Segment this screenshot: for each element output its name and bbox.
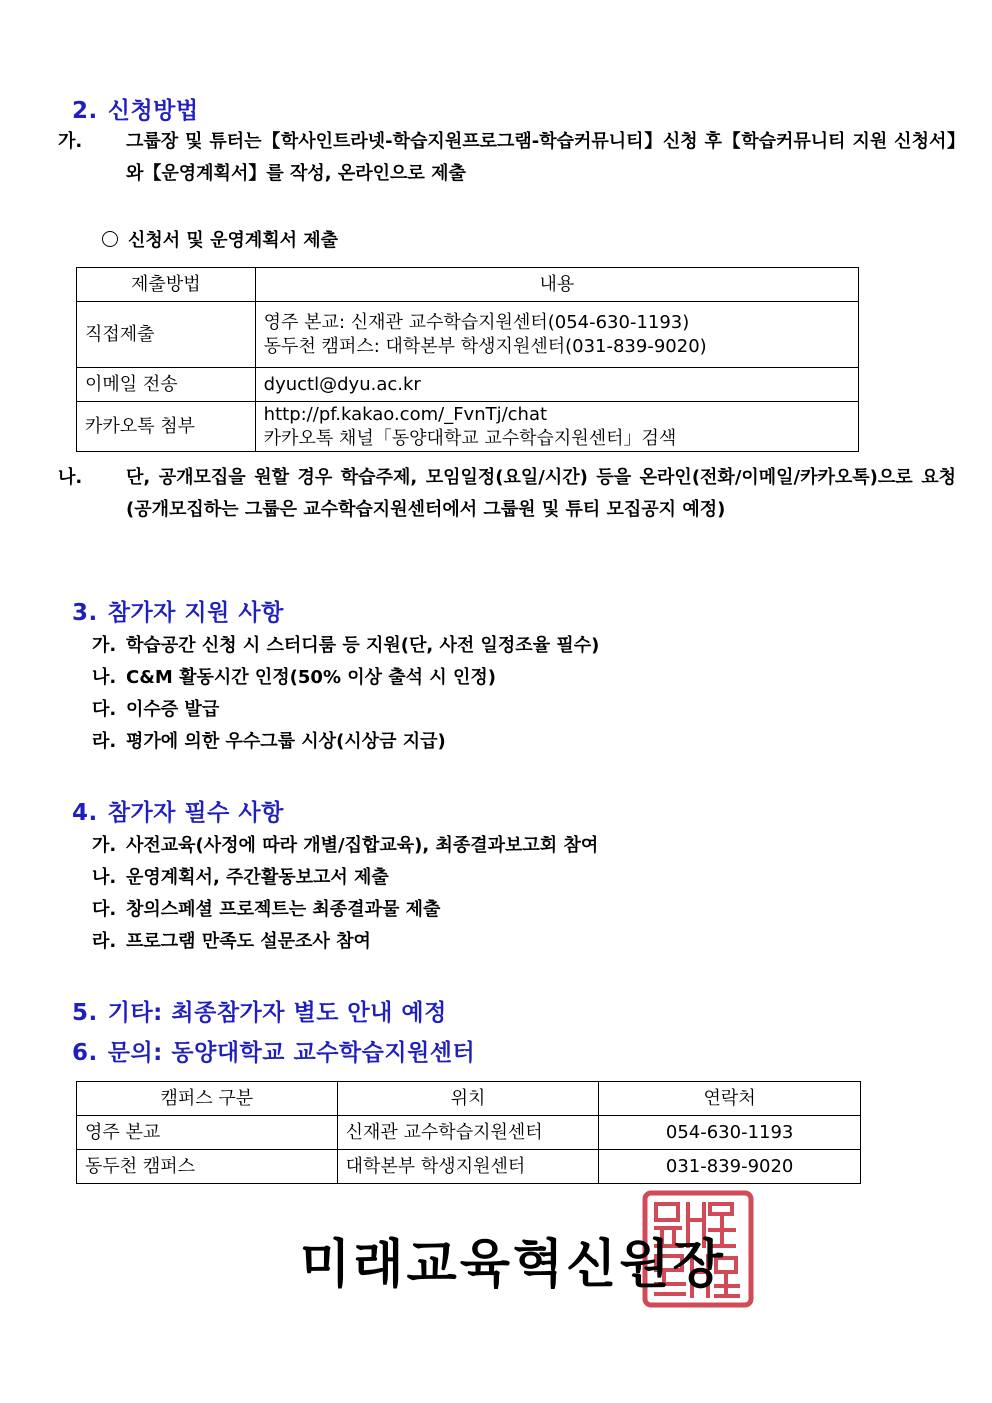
table-row — [77, 402, 859, 452]
item-text: 단, 공개모집을 원할 경우 학습주제, 모임일정(요일/시간) 등을 온라인(전화/이메일/카카오톡)으로 요청 (공개모집하는 그룹은 교수학습지원센터에서 그룹원 및 튜티 모집공지 예정) — [126, 467, 956, 520]
item-marker: 다. — [92, 699, 117, 720]
content-line: 영주 본교: 신재관 교수학습지원센터(054-630-1193) — [263, 311, 690, 333]
content-line: 카카오톡 채널「동양대학교 교수학습지원센터」검색 — [263, 427, 677, 449]
section-4-item — [92, 862, 922, 894]
method-cell: 직접제출 — [77, 302, 256, 368]
header-cell-phone: 연락처 — [599, 1082, 861, 1116]
location-cell: 대학본부 학생지원센터 — [337, 1150, 599, 1184]
section-2-item-na — [58, 462, 956, 526]
table-header-row — [77, 268, 859, 302]
item-text: 사전교육(사정에 따라 개별/집합교육), 최종결과보고회 참여 — [126, 835, 599, 856]
section-number: 2. — [72, 98, 98, 124]
item-marker: 라. — [92, 931, 117, 952]
item-text: 학습공간 신청 시 스터디룸 등 지원(단, 사전 일정조율 필수) — [126, 635, 600, 656]
section-number: 3. — [72, 600, 98, 626]
subheading-text: 신청서 및 운영계획서 제출 — [128, 230, 339, 251]
section-4-heading — [72, 794, 284, 827]
section-3-heading — [72, 594, 284, 627]
item-text: 창의스페셜 프로젝트는 최종결과물 제출 — [126, 899, 441, 920]
method-cell: 이메일 전송 — [77, 368, 256, 402]
item-text: C&M 활동시간 인정(50% 이상 출석 시 인정) — [126, 667, 496, 688]
table-row — [77, 1116, 861, 1150]
header-cell-method: 제출방법 — [77, 268, 256, 302]
section-3-item — [92, 694, 922, 726]
section-6-heading — [72, 1034, 475, 1067]
signature-title: 미래교육혁신원장 — [300, 1235, 726, 1295]
item-text: 이수증 발급 — [126, 699, 220, 720]
method-cell: 카카오톡 첨부 — [77, 402, 256, 452]
item-text: 그룹장 및 튜터는【학사인트라넷-학습지원프로그램-학습커뮤니티】신청 후【학습커뮤니티 지원 신청서】와【운영계획서】를 작성, 온라인으로 제출 — [126, 131, 956, 184]
item-marker: 라. — [92, 731, 117, 752]
content-cell — [255, 402, 858, 452]
location-cell: 신재관 교수학습지원센터 — [337, 1116, 599, 1150]
header-cell-content: 내용 — [255, 268, 858, 302]
item-marker: 가. — [92, 835, 117, 856]
item-marker: 가. — [92, 635, 117, 656]
table-header-row — [77, 1082, 861, 1116]
content-cell — [255, 302, 858, 368]
phone-cell: 031-839-9020 — [599, 1150, 861, 1184]
section-title: 신청방법 — [107, 98, 199, 124]
table-row — [77, 368, 859, 402]
item-marker: 나. — [58, 467, 83, 488]
section-title: 참가자 지원 사항 — [107, 600, 284, 626]
email-cell: dyuctl@dyu.ac.kr — [255, 368, 858, 402]
item-marker: 다. — [92, 899, 117, 920]
campus-cell: 영주 본교 — [77, 1116, 338, 1150]
circle-bullet-icon — [102, 231, 118, 247]
item-marker: 가. — [58, 131, 83, 152]
item-marker: 나. — [92, 667, 117, 688]
section-2-heading — [72, 92, 199, 125]
section-3-item — [92, 630, 922, 662]
content-line: 동두천 캠퍼스: 대학본부 학생지원센터(031-839-9020) — [263, 335, 707, 357]
header-cell-campus: 캠퍼스 구분 — [77, 1082, 338, 1116]
section-3-item — [92, 662, 922, 694]
section-title: 기타: 최종참가자 별도 안내 예정 — [107, 1000, 447, 1026]
header-cell-location: 위치 — [337, 1082, 599, 1116]
campus-cell: 동두천 캠퍼스 — [77, 1150, 338, 1184]
table-row — [77, 302, 859, 368]
table-row — [77, 1150, 861, 1184]
section-4-item — [92, 926, 922, 958]
section-number: 4. — [72, 800, 98, 826]
section-number: 6. — [72, 1040, 98, 1066]
section-3-item — [92, 726, 922, 758]
section-4-item — [92, 830, 922, 862]
item-text: 평가에 의한 우수그룹 시상(시상금 지급) — [126, 731, 446, 752]
item-text: 운영계획서, 주간활동보고서 제출 — [126, 867, 389, 888]
phone-cell: 054-630-1193 — [599, 1116, 861, 1150]
item-text: 프로그램 만족도 설문조사 참여 — [126, 931, 371, 952]
item-marker: 나. — [92, 867, 117, 888]
section-number: 5. — [72, 1000, 98, 1026]
submission-table — [76, 267, 859, 452]
kakao-url: http://pf.kakao.com/_FvnTj/chat — [263, 403, 548, 425]
submission-subheading — [102, 226, 338, 252]
section-title: 참가자 필수 사항 — [107, 800, 284, 826]
section-5-heading — [72, 994, 447, 1027]
section-title: 문의: 동양대학교 교수학습지원센터 — [107, 1040, 476, 1066]
section-2-item-ga — [58, 126, 956, 190]
section-4-item — [92, 894, 922, 926]
contact-table — [76, 1081, 861, 1184]
